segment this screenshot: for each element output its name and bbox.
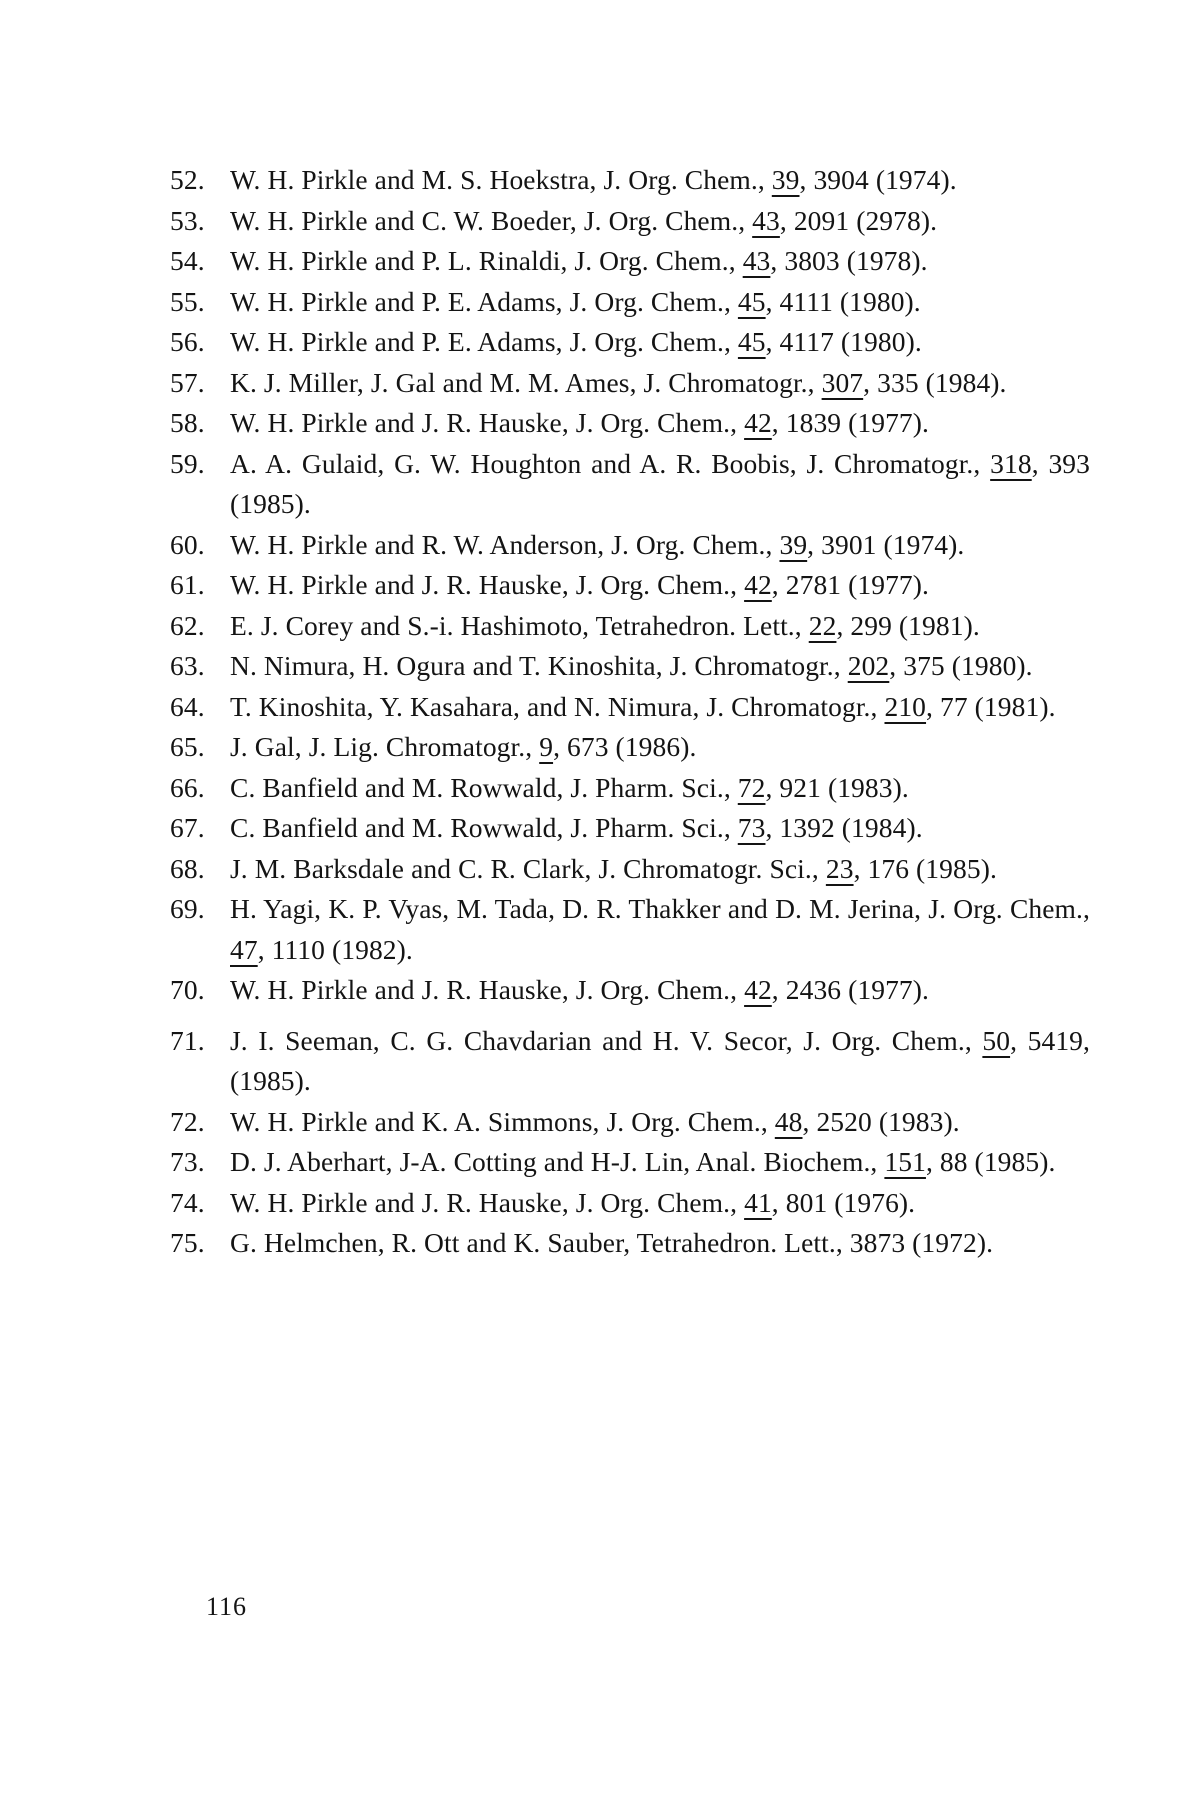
reference-item — [170, 970, 1090, 1011]
reference-number: 71. — [170, 1024, 205, 1056]
reference-item — [170, 727, 1090, 768]
reference-citation: W. H. Pirkle and M. S. Hoekstra, J. Org. Chem., — [230, 164, 772, 195]
reference-pages-year: , 3904 (1974). — [799, 164, 957, 195]
reference-volume: 72 — [737, 771, 766, 803]
reference-text — [230, 1223, 1090, 1264]
reference-number: 61. — [170, 569, 205, 600]
reference-text — [230, 1102, 1090, 1143]
reference-citation: K. J. Miller, J. Gal and M. M. Ames, J. Chromatogr., — [230, 366, 822, 398]
reference-volume: 39 — [771, 164, 800, 195]
reference-number: 55. — [170, 285, 205, 317]
reference-item — [170, 201, 1090, 242]
reference-text — [230, 727, 1090, 768]
reference-text — [230, 1183, 1090, 1224]
reference-citation: T. Kinoshita, Y. Kasahara, and N. Nimura, J. Chromatogr., — [230, 690, 885, 722]
reference-citation: W. H. Pirkle and P. E. Adams, J. Org. Chem., — [230, 326, 738, 357]
reference-citation: W. H. Pirkle and J. R. Hauske, J. Org. Chem., — [230, 974, 745, 1005]
reference-item — [170, 889, 1090, 970]
reference-pages-year: , 1392 (1984). — [765, 812, 923, 843]
reference-text — [230, 1142, 1090, 1183]
reference-citation: W. H. Pirkle and K. A. Simmons, J. Org. Chem., — [230, 1105, 775, 1137]
reference-citation: C. Banfield and M. Rowwald, J. Pharm. Sci., — [230, 812, 738, 843]
reference-citation: E. J. Corey and S.-i. Hashimoto, Tetrahedron. Lett., — [230, 609, 809, 641]
reference-text — [230, 565, 1090, 606]
reference-pages-year: , 375 (1980). — [889, 650, 1033, 681]
reference-number: 65. — [170, 731, 205, 762]
reference-number: 66. — [170, 771, 205, 803]
reference-text — [230, 889, 1090, 970]
reference-text — [230, 606, 1090, 647]
reference-citation: W. H. Pirkle and J. R. Hauske, J. Org. Chem., — [230, 569, 745, 600]
reference-text — [230, 768, 1090, 809]
reference-item — [170, 403, 1090, 444]
reference-number: 59. — [170, 447, 205, 479]
reference-volume: 45 — [737, 285, 766, 317]
reference-item — [170, 282, 1090, 323]
reference-number: 74. — [170, 1186, 205, 1218]
reference-pages-year: , 801 (1976). — [771, 1186, 916, 1218]
reference-number: 52. — [170, 164, 205, 195]
reference-volume: 73 — [737, 812, 766, 843]
reference-pages-year: , 2520 (1983). — [802, 1105, 960, 1137]
reference-number: 64. — [170, 690, 205, 722]
reference-volume: 47 — [230, 933, 258, 965]
reference-text — [230, 363, 1090, 404]
reference-citation: N. Nimura, H. Ogura and T. Kinoshita, J. Chromatogr., — [230, 650, 848, 681]
reference-number: 68. — [170, 852, 205, 884]
reference-volume: 41 — [744, 1186, 772, 1218]
reference-citation: W. H. Pirkle and J. R. Hauske, J. Org. Chem., — [230, 407, 745, 438]
reference-citation: J. M. Barksdale and C. R. Clark, J. Chromatogr. Sci., — [230, 852, 826, 884]
reference-item — [170, 606, 1090, 647]
reference-pages-year: , 393 (1985). — [230, 447, 1091, 519]
reference-pages-year: , 4111 (1980). — [765, 285, 921, 317]
reference-text — [230, 808, 1090, 849]
reference-citation: W. H. Pirkle and P. L. Rinaldi, J. Org. Chem., — [230, 245, 743, 276]
reference-citation: W. H. Pirkle and C. W. Boeder, J. Org. Chem., — [230, 204, 753, 236]
reference-volume: 39 — [779, 528, 808, 560]
reference-volume: 210 — [884, 690, 927, 722]
reference-volume: 50 — [982, 1024, 1011, 1056]
reference-number: 75. — [170, 1227, 205, 1258]
reference-text — [230, 160, 1090, 201]
reference-pages-year: , 3803 (1978). — [770, 245, 928, 276]
reference-citation: J. Gal, J. Lig. Chromatogr., — [230, 731, 540, 762]
reference-pages-year: , 5419, (1985). — [230, 1024, 1091, 1096]
reference-number: 54. — [170, 245, 205, 276]
reference-citation: C. Banfield and M. Rowwald, J. Pharm. Sci., — [230, 771, 738, 803]
reference-text — [230, 525, 1090, 566]
reference-pages-year: , 4117 (1980). — [765, 326, 922, 357]
reference-text — [230, 282, 1090, 323]
reference-item — [170, 444, 1090, 525]
reference-volume: 151 — [884, 1146, 926, 1177]
reference-pages-year: , 2436 (1977). — [771, 974, 930, 1005]
reference-pages-year: , 299 (1981). — [836, 609, 980, 641]
reference-volume: 43 — [752, 204, 780, 236]
reference-number: 57. — [170, 366, 205, 398]
reference-number: 69. — [170, 893, 205, 924]
reference-volume: 307 — [821, 366, 864, 398]
reference-number: 53. — [170, 204, 205, 236]
reference-citation: D. J. Aberhart, J-A. Cotting and H-J. Lin, Anal. Biochem., — [230, 1146, 885, 1177]
reference-item — [170, 1021, 1090, 1102]
reference-number: 60. — [170, 528, 205, 560]
reference-pages-year: , 1839 (1977). — [771, 407, 930, 438]
reference-number: 63. — [170, 650, 205, 681]
reference-text — [230, 241, 1090, 282]
reference-volume: 48 — [774, 1105, 803, 1137]
reference-item — [170, 160, 1090, 201]
reference-item — [170, 1223, 1090, 1264]
reference-pages-year: , 673 (1986). — [553, 731, 697, 762]
reference-item — [170, 1183, 1090, 1224]
reference-volume: 42 — [744, 407, 772, 438]
reference-number: 56. — [170, 326, 205, 357]
reference-item — [170, 646, 1090, 687]
reference-citation: A. A. Gulaid, G. W. Houghton and A. R. Boobis, J. Chromatogr., — [230, 447, 991, 479]
reference-volume: 202 — [847, 650, 890, 681]
reference-item — [170, 687, 1090, 728]
reference-citation: H. Yagi, K. P. Vyas, M. Tada, D. R. Thakker and D. M. Jerina, J. Org. Chem., — [230, 893, 1090, 924]
reference-pages-year: , 77 (1981). — [926, 690, 1056, 722]
reference-text — [230, 444, 1090, 525]
reference-pages-year: , 88 (1985). — [925, 1146, 1056, 1177]
reference-item — [170, 849, 1090, 890]
reference-number: 72. — [170, 1105, 205, 1137]
reference-pages-year: , 2781 (1977). — [771, 569, 930, 600]
reference-volume: 45 — [737, 326, 766, 357]
reference-item — [170, 565, 1090, 606]
reference-citation: W. H. Pirkle and J. R. Hauske, J. Org. Chem., — [230, 1186, 745, 1218]
reference-pages-year: , 921 (1983). — [765, 771, 909, 803]
reference-pages-year: , 176 (1985). — [853, 852, 997, 884]
reference-volume: 42 — [744, 974, 772, 1005]
reference-number: 58. — [170, 407, 205, 438]
reference-text — [230, 403, 1090, 444]
reference-item — [170, 322, 1090, 363]
reference-item — [170, 808, 1090, 849]
reference-text — [230, 1021, 1090, 1102]
reference-item — [170, 525, 1090, 566]
reference-citation: W. H. Pirkle and P. E. Adams, J. Org. Chem., — [230, 285, 738, 317]
reference-number: 73. — [170, 1146, 205, 1177]
reference-text — [230, 849, 1090, 890]
reference-number: 62. — [170, 609, 205, 641]
reference-number: 67. — [170, 812, 205, 843]
reference-volume: 43 — [742, 245, 771, 276]
reference-citation: J. I. Seeman, C. G. Chavdarian and H. V. Secor, J. Org. Chem., — [230, 1024, 983, 1056]
reference-item — [170, 1102, 1090, 1143]
reference-citation: W. H. Pirkle and R. W. Anderson, J. Org. Chem., — [230, 528, 780, 560]
reference-text — [230, 970, 1090, 1011]
reference-item — [170, 1142, 1090, 1183]
reference-volume: 23 — [825, 852, 854, 884]
reference-citation: G. Helmchen, R. Ott and K. Sauber, Tetrahedron. Lett., 3873 (1972). — [230, 1227, 994, 1258]
reference-pages-year: , 2091 (2978). — [779, 204, 938, 236]
reference-number: 70. — [170, 974, 205, 1005]
reference-volume: 42 — [744, 569, 772, 600]
reference-list — [170, 160, 1090, 1264]
reference-text — [230, 646, 1090, 687]
reference-volume: 318 — [990, 447, 1032, 479]
reference-text — [230, 687, 1090, 728]
page-number: 116 — [206, 1592, 248, 1621]
reference-volume: 22 — [808, 609, 837, 641]
reference-pages-year: , 1110 (1982). — [257, 933, 413, 965]
reference-item — [170, 363, 1090, 404]
reference-text — [230, 322, 1090, 363]
reference-text — [230, 201, 1090, 242]
reference-volume: 9 — [539, 731, 554, 762]
reference-item — [170, 241, 1090, 282]
reference-pages-year: , 3901 (1974). — [807, 528, 965, 560]
reference-item — [170, 768, 1090, 809]
reference-pages-year: , 335 (1984). — [863, 366, 1007, 398]
